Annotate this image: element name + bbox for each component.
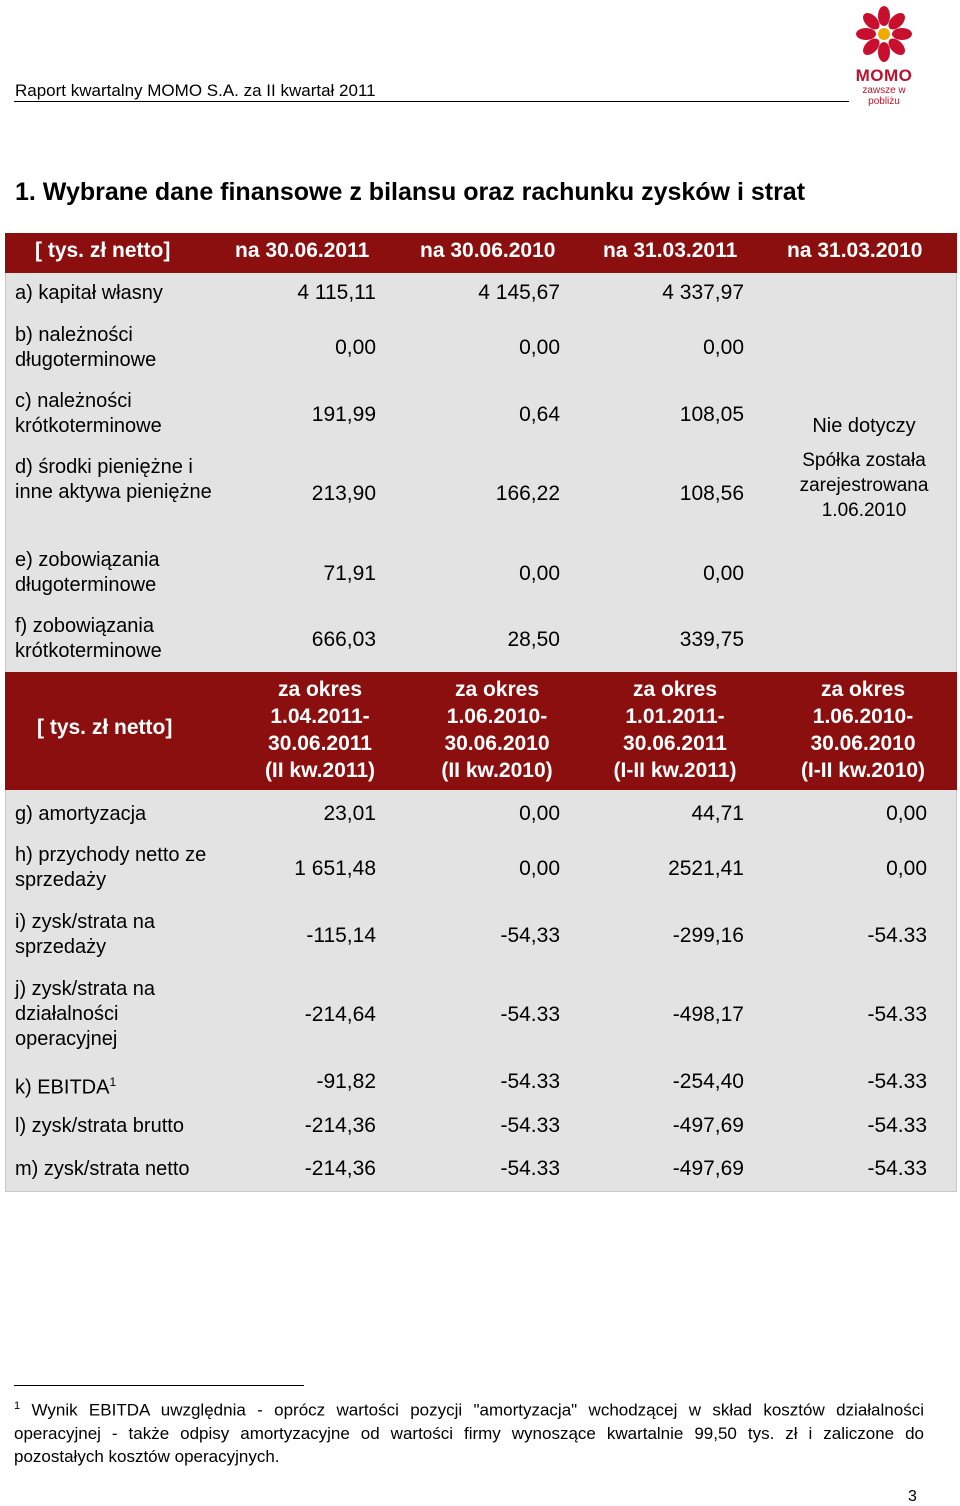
balance-note-line2: Spółka została zarejestrowana 1.06.2010 — [799, 450, 929, 521]
income-col-line: (II kw.2010) — [441, 759, 553, 782]
income-col-line: 1.06.2010- — [446, 705, 548, 728]
balance-cell: 166,22 — [495, 482, 560, 505]
income-cell: -214,64 — [304, 1003, 376, 1026]
income-col-line: 1.01.2011- — [625, 705, 725, 728]
income-cell: -54.33 — [500, 1114, 560, 1137]
income-col-line: 30.06.2010 — [810, 732, 916, 755]
income-cell: -91,82 — [316, 1070, 376, 1093]
income-row-label: g) amortyzacja — [15, 803, 147, 825]
income-row-label — [15, 1070, 116, 1101]
income-cell: -54.33 — [500, 1157, 560, 1180]
income-row-label: m) zysk/strata netto — [15, 1158, 190, 1180]
balance-cell: 4 337,97 — [662, 281, 744, 304]
balance-cell: 108,56 — [679, 482, 744, 505]
balance-cell: 0,64 — [519, 403, 560, 426]
income-cell: 1 651,48 — [294, 857, 376, 880]
income-col-line: za okres — [454, 678, 540, 701]
momo-logo — [848, 4, 920, 107]
footnote-mark: 1 — [14, 1400, 21, 1412]
income-cell: 0,00 — [519, 802, 560, 825]
income-cell: -299,16 — [672, 924, 744, 947]
balance-header-unit: [ tys. zł netto] — [35, 239, 171, 262]
income-cell: 2521,41 — [668, 857, 744, 880]
income-col-line: (I-II kw.2010) — [800, 759, 926, 782]
income-cell: -497,69 — [672, 1157, 744, 1180]
income-cell: 0,00 — [519, 857, 560, 880]
balance-cell: 0,00 — [519, 336, 560, 359]
balance-cell: 666,03 — [311, 628, 376, 651]
report-header-title: Raport kwartalny MOMO S.A. za II kwartał 2011 — [15, 81, 376, 100]
balance-cell: 28,50 — [507, 628, 560, 651]
balance-cell: 71,91 — [323, 562, 376, 585]
income-col-line: 30.06.2011 — [623, 732, 727, 755]
income-header-col3 — [590, 676, 760, 784]
page-number: 3 — [908, 1488, 917, 1505]
flower-icon — [848, 4, 920, 66]
income-cell: -497,69 — [672, 1114, 744, 1137]
balance-row-label: b) należności długoterminowe — [15, 324, 157, 371]
balance-cell: 0,00 — [519, 562, 560, 585]
income-cell: -54.33 — [500, 1070, 560, 1093]
footnote-text: Wynik EBITDA uwzględnia - oprócz wartości pozycji "amortyzacja" wchodzącej w skład kosztów działalności operacyjnej - także odpisy amortyzacyjne od wartości firmy wynoszące kwartalnie 99,50 tys. zł i zaliczone do pozostałych kosztów operacyjnych. — [14, 1400, 924, 1466]
income-col-line: 30.06.2011 — [268, 732, 372, 755]
balance-cell: 4 115,11 — [297, 281, 376, 304]
income-cell: 23,01 — [323, 802, 376, 825]
income-col-line: 30.06.2010 — [444, 732, 550, 755]
income-row-label: l) zysk/strata brutto — [15, 1115, 184, 1137]
logo-tagline: zawsze w pobliżu — [862, 85, 906, 107]
income-header-col2 — [412, 676, 582, 784]
income-header-unit: [ tys. zł netto] — [37, 716, 173, 739]
income-col-line: (I-II kw.2011) — [613, 759, 737, 782]
income-cell: -498,17 — [672, 1003, 744, 1026]
income-cell: -54.33 — [867, 1114, 927, 1137]
balance-cell: 191,99 — [311, 403, 376, 426]
balance-row-label: e) zobowiązania długoterminowe — [15, 549, 160, 596]
income-col-line: 1.04.2011- — [270, 705, 370, 728]
income-cell: -54,33 — [500, 924, 560, 947]
balance-note-line1: Nie dotyczy — [812, 415, 916, 437]
ebitda-label: k) EBITDA — [15, 1076, 110, 1099]
footnote — [14, 1395, 924, 1468]
income-cell: -54.33 — [867, 1070, 927, 1093]
income-row-label: j) zysk/strata na działalności operacyjnej — [15, 978, 156, 1050]
income-cell: 0,00 — [886, 802, 927, 825]
income-cell: -115,14 — [306, 924, 376, 947]
balance-cell: 0,00 — [335, 336, 376, 359]
balance-header-col3: na 31.03.2011 — [603, 239, 738, 262]
balance-row-label: a) kapitał własny — [15, 282, 163, 304]
income-col-line: 1.06.2010- — [812, 705, 914, 728]
income-row-label: i) zysk/strata na sprzedaży — [15, 911, 156, 958]
balance-cell: 213,90 — [311, 482, 376, 505]
income-cell: -214,36 — [304, 1114, 376, 1137]
header-rule — [14, 101, 849, 102]
income-cell: -54.33 — [500, 1003, 560, 1026]
logo-text: MOMO — [855, 66, 913, 85]
balance-row-label: d) środki pieniężne i inne aktywa pieniężne — [15, 456, 212, 503]
ebitda-footnote-mark: 1 — [109, 1075, 117, 1089]
income-cell: -54.33 — [867, 1157, 927, 1180]
balance-cell: 0,00 — [703, 336, 744, 359]
balance-header-col1: na 30.06.2011 — [235, 239, 370, 262]
income-col-line: za okres — [277, 678, 363, 701]
income-header-col4 — [773, 676, 953, 784]
income-cell: -54.33 — [867, 924, 927, 947]
income-cell: 44,71 — [691, 802, 744, 825]
balance-header-col4: na 31.03.2010 — [787, 239, 923, 262]
income-col-line: (II kw.2011) — [264, 759, 376, 782]
income-cell: -214,36 — [304, 1157, 376, 1180]
income-cell: -254,40 — [672, 1070, 744, 1093]
section-title: 1. Wybrane dane finansowe z bilansu oraz rachunku zysków i strat — [15, 178, 806, 206]
income-header-col1 — [235, 676, 405, 784]
income-col-line: za okres — [820, 678, 906, 701]
balance-cell: 339,75 — [679, 628, 744, 651]
balance-header-col2: na 30.06.2010 — [420, 239, 556, 262]
balance-row-label: c) należności krótkoterminowe — [15, 390, 162, 437]
balance-cell: 0,00 — [703, 562, 744, 585]
income-col-line: za okres — [632, 678, 718, 701]
balance-row-label: f) zobowiązania krótkoterminowe — [15, 615, 162, 662]
income-header-band — [5, 672, 957, 790]
income-cell: 0,00 — [886, 857, 927, 880]
footnote-rule — [14, 1385, 304, 1386]
balance-cell: 108,05 — [679, 403, 744, 426]
income-cell: -54.33 — [867, 1003, 927, 1026]
balance-cell: 4 145,67 — [478, 281, 560, 304]
income-row-label: h) przychody netto ze sprzedaży — [15, 844, 207, 891]
balance-header-band — [5, 233, 957, 273]
